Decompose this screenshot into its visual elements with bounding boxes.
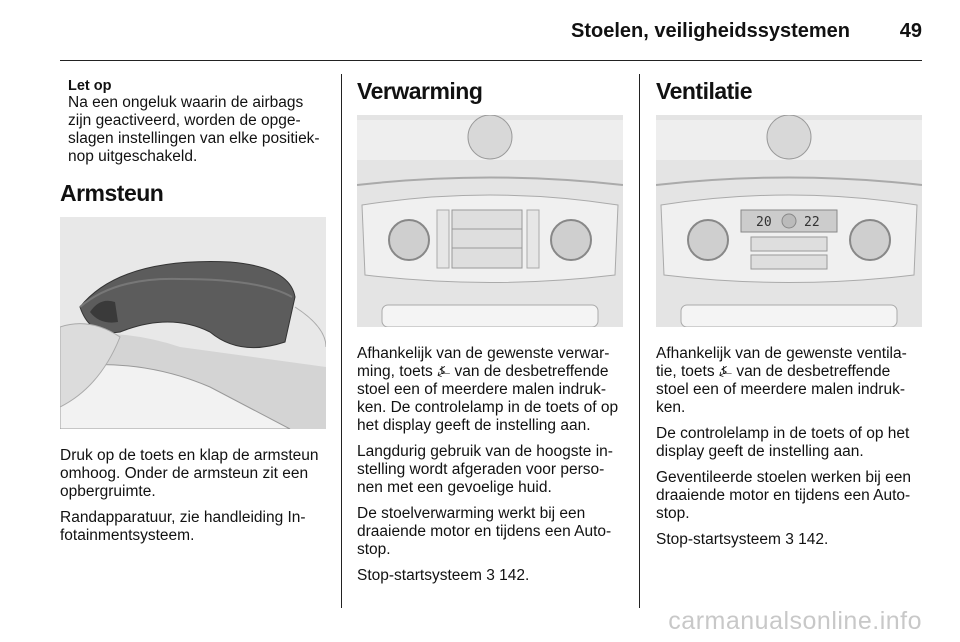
column-armrest <box>60 78 326 553</box>
note-title: Let op <box>68 78 112 94</box>
armrest-paragraph-2: Randapparatuur, zie handleiding In-fotainmentsysteem. <box>60 509 306 544</box>
note-body: Na een ongeluk waarin de airbags zijn geactiveerd, worden de opge-slagen instellingen van elke positiek-nop uitgeschakeld. <box>68 94 320 165</box>
ventilation-paragraph-2: De controlelamp in de toets of op het display geeft de instelling aan. <box>656 425 910 460</box>
seat-ventilation-icon: ⍼ <box>718 363 732 380</box>
heating-paragraph-3: De stoelverwarming werkt bij een draaiende motor en tijdens een Auto-stop. <box>357 505 612 558</box>
page-reference: 3 142. <box>785 531 829 548</box>
heating-paragraph-2: Langdurig gebruik van de hoogste in-stelling wordt afgeraden voor perso-nen met een gevoelige huid. <box>357 443 613 496</box>
header-divider <box>60 60 922 61</box>
heading-armsteun: Armsteun <box>60 180 164 206</box>
column-ventilation <box>656 78 922 557</box>
note-box <box>60 78 326 166</box>
heading-verwarming: Verwarming <box>357 78 483 104</box>
armrest-illustration <box>60 217 326 429</box>
ventilation-paragraph-1: Afhankelijk van de gewenste ventila-tie, toets ⍼ van de desbetreffende stoel een of meerdere malen indruk-ken. <box>656 345 907 416</box>
display-right-temp: 22 <box>804 215 820 230</box>
column-divider <box>341 74 342 608</box>
heating-paragraph-4 <box>357 567 623 585</box>
armrest-paragraph-1: Druk op de toets en klap de armsteun omhoog. Onder de armsteun zit een opbergruimte. <box>60 447 319 500</box>
page-header <box>0 0 960 62</box>
display-left-temp: 20 <box>756 215 772 230</box>
heading-ventilatie: Ventilatie <box>656 78 752 104</box>
section-title: Stoelen, veiligheidssystemen <box>571 20 850 42</box>
watermark: carmanualsonline.info <box>668 607 922 635</box>
link-stop-start: Stop-startsysteem <box>656 531 781 548</box>
link-stop-start: Stop-startsysteem <box>357 567 482 584</box>
heating-paragraph-1: Afhankelijk van de gewenste verwar-ming, toets ⍼ van de desbetreffende stoel een of meerdere malen indruk-ken. De controlelamp in de toets of op het display geeft de instelling aan. <box>357 345 619 434</box>
ventilation-paragraph-4 <box>656 531 922 549</box>
climate-panel-heating-illustration <box>357 115 623 327</box>
ventilation-paragraph-3: Geventileerde stoelen werken bij een draaiende motor en tijdens een Auto-stop. <box>656 469 912 522</box>
column-heating <box>357 78 623 593</box>
seat-heating-icon: ⍼ <box>437 363 451 380</box>
column-divider <box>639 74 640 608</box>
page-reference: 3 142. <box>486 567 530 584</box>
page-number: 49 <box>899 20 922 42</box>
climate-panel-ventilation-illustration <box>656 115 922 327</box>
